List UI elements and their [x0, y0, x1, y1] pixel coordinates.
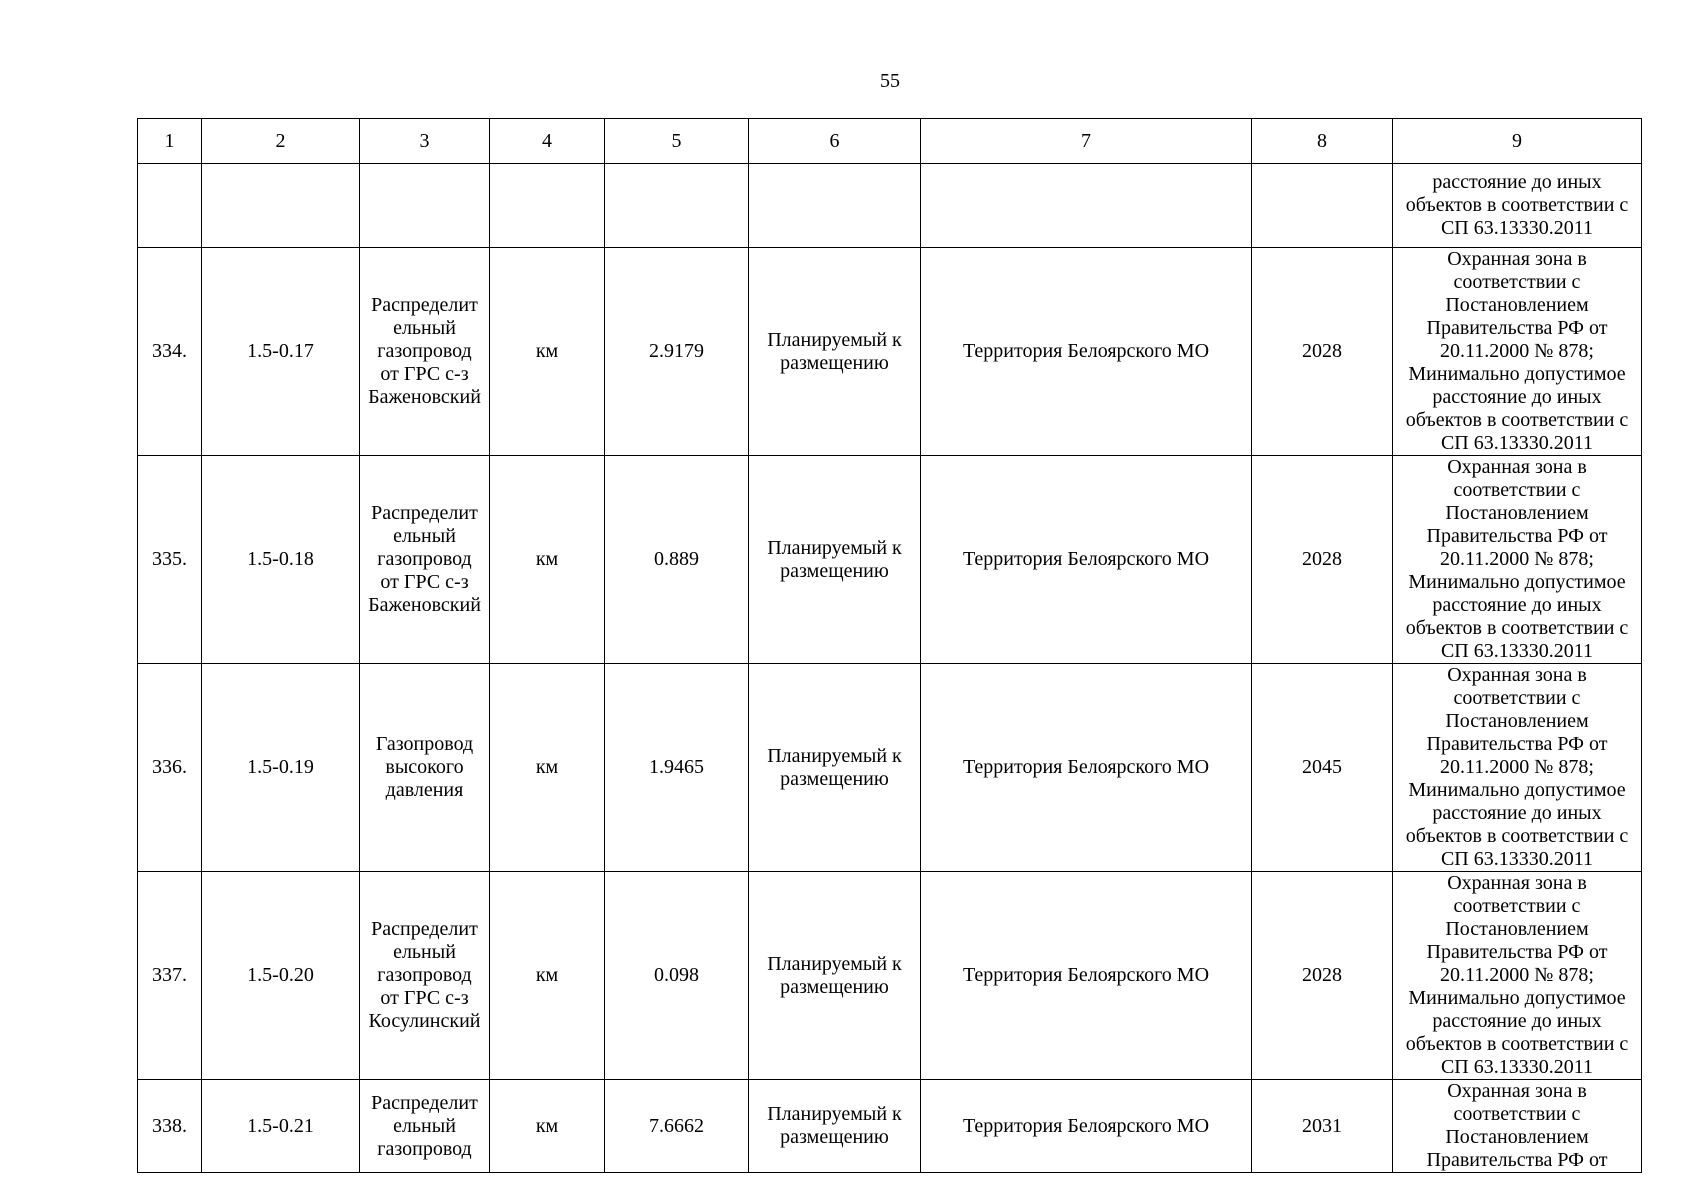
- row-number-cell: 335.: [138, 456, 202, 664]
- zone-cell: Охранная зона в соответствии с Постановлением Правительства РФ от 20.11.2000 № 878; Минимально допустимое расстояние до иных объектов в соответствии с СП 63.13330.2011: [1393, 664, 1642, 872]
- object-name-cell: Распределит ельный газопровод: [360, 1080, 490, 1173]
- column-header: 4: [490, 119, 605, 164]
- column-header: 3: [360, 119, 490, 164]
- column-header: 7: [921, 119, 1252, 164]
- table-row: [138, 872, 1642, 1080]
- unit-cell: км: [490, 1080, 605, 1173]
- zone-cell: Охранная зона в соответствии с Постановлением Правительства РФ от 20.11.2000 № 878; Минимально допустимое расстояние до иных объектов в соответствии с СП 63.13330.2011: [1393, 248, 1642, 456]
- year-cell: 2028: [1252, 248, 1393, 456]
- territory-cell: Территория Белоярского МО: [921, 248, 1252, 456]
- object-name-cell: Газопровод высокого давления: [360, 664, 490, 872]
- code-cell: 1.5-0.21: [202, 1080, 360, 1173]
- row-number-cell: 338.: [138, 1080, 202, 1173]
- table-cell-empty: [138, 164, 202, 248]
- code-cell: 1.5-0.19: [202, 664, 360, 872]
- territory-cell: Территория Белоярского МО: [921, 456, 1252, 664]
- status-cell: Планируемый к размещению: [749, 664, 921, 872]
- object-name-cell: Распределит ельный газопровод от ГРС с-з Баженовский: [360, 456, 490, 664]
- table-row: [138, 456, 1642, 664]
- column-header: 5: [605, 119, 749, 164]
- year-cell: 2045: [1252, 664, 1393, 872]
- column-header: 2: [202, 119, 360, 164]
- row-number-cell: 336.: [138, 664, 202, 872]
- table-cell-empty: [749, 164, 921, 248]
- table-cell-empty: [202, 164, 360, 248]
- object-name-cell: Распределит ельный газопровод от ГРС с-з Косулинский: [360, 872, 490, 1080]
- status-cell: Планируемый к размещению: [749, 872, 921, 1080]
- zone-cell: Охранная зона в соответствии с Постановлением Правительства РФ от 20.11.2000 № 878; Минимально допустимое расстояние до иных объектов в соответствии с СП 63.13330.2011: [1393, 872, 1642, 1080]
- year-cell: 2028: [1252, 872, 1393, 1080]
- table-row: [138, 1080, 1642, 1173]
- column-header: 8: [1252, 119, 1393, 164]
- zone-cell: Охранная зона в соответствии с Постановлением Правительства РФ от: [1393, 1080, 1642, 1173]
- zone-cell: Охранная зона в соответствии с Постановлением Правительства РФ от 20.11.2000 № 878; Минимально допустимое расстояние до иных объектов в соответствии с СП 63.13330.2011: [1393, 456, 1642, 664]
- header-row: [138, 119, 1642, 164]
- unit-cell: км: [490, 456, 605, 664]
- year-cell: 2031: [1252, 1080, 1393, 1173]
- territory-cell: Территория Белоярского МО: [921, 872, 1252, 1080]
- table-cell-empty: [490, 164, 605, 248]
- status-cell: Планируемый к размещению: [749, 248, 921, 456]
- unit-cell: км: [490, 248, 605, 456]
- status-cell: Планируемый к размещению: [749, 456, 921, 664]
- page-number: 55: [880, 70, 900, 92]
- territory-cell: Территория Белоярского МО: [921, 1080, 1252, 1173]
- table-row: [138, 248, 1642, 456]
- year-cell: 2028: [1252, 456, 1393, 664]
- code-cell: 1.5-0.18: [202, 456, 360, 664]
- status-cell: Планируемый к размещению: [749, 1080, 921, 1173]
- value-cell: 0.098: [605, 872, 749, 1080]
- unit-cell: км: [490, 872, 605, 1080]
- value-cell: 7.6662: [605, 1080, 749, 1173]
- table-cell-empty: [1252, 164, 1393, 248]
- row-number-cell: 337.: [138, 872, 202, 1080]
- value-cell: 1.9465: [605, 664, 749, 872]
- column-header: 1: [138, 119, 202, 164]
- value-cell: 2.9179: [605, 248, 749, 456]
- code-cell: 1.5-0.20: [202, 872, 360, 1080]
- code-cell: 1.5-0.17: [202, 248, 360, 456]
- table-row-continuation: [138, 164, 1642, 248]
- column-header: 9: [1393, 119, 1642, 164]
- table-cell-empty: [921, 164, 1252, 248]
- table-cell-empty: [360, 164, 490, 248]
- column-header: 6: [749, 119, 921, 164]
- unit-cell: км: [490, 664, 605, 872]
- row-number-cell: 334.: [138, 248, 202, 456]
- objects-table: [137, 118, 1642, 1173]
- zone-cell: расстояние до иных объектов в соответствии с СП 63.13330.2011: [1393, 164, 1642, 248]
- object-name-cell: Распределит ельный газопровод от ГРС с-з Баженовский: [360, 248, 490, 456]
- territory-cell: Территория Белоярского МО: [921, 664, 1252, 872]
- table-row: [138, 664, 1642, 872]
- table-cell-empty: [605, 164, 749, 248]
- value-cell: 0.889: [605, 456, 749, 664]
